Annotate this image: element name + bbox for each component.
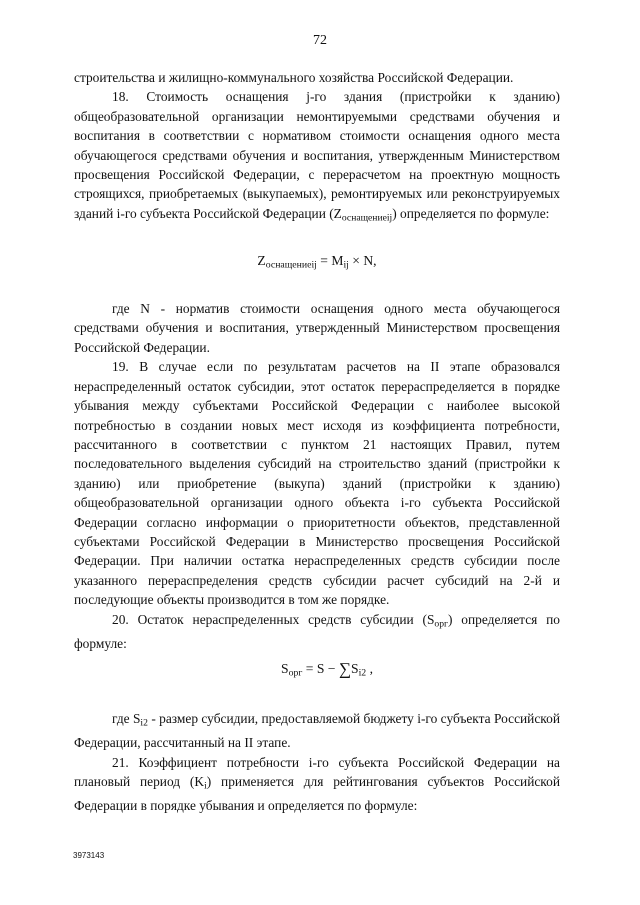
paragraph-text: 19. В случае если по результатам расчетов на II этапе образовался нераспределенный остаток субсидии, этот остаток перераспределяется в порядке убывания между субъектами Российской Федерации с наиболее высокой потребностью в создании новых мест исходя из коэффициента потребности, рассчитанного в соответствии с пунктом 21 настоящих Правил, путем последовательного выделения субсидий на строительство зданий (пристройки к зданию) или приобретение (выкупа) зданий (пристройки к зданию) общеобразовательной организации одного объекта i-го субъекта Российской Федерации согласно информации о приоритетности объектов, представленной субъектами Российской Федерации в Министерство просвещения Российской Федерации. При наличии остатка нераспределенных средств субсидии после указанного перераспределения средств субсидии расчет субсидий на 2-й и последующие объекты производится в том же порядке. bbox=[74, 359, 560, 608]
sum-icon: ∑ bbox=[338, 659, 351, 679]
paragraph-20 bbox=[74, 610, 560, 654]
paragraph-text: 18. Стоимость оснащения j-го здания (пристройки к зданию) общеобразовательной организации немонтируемыми средствами обучения и воспитания в соответствии с нормативом стоимости оснащения одного места обучающегося средствами обучения и воспитания, утвержденным Министерством просвещения Российской Федерации, с перерасчетом на проектную мощность строящихся, приобретаемых (выкупаемых), ремонтируемых или реконструируемых зданий i-го субъекта Российской Федерации (Z bbox=[74, 89, 560, 221]
paragraph-text: где S bbox=[112, 711, 141, 727]
paragraph-text: где N - норматив стоимости оснащения одного места обучающегося средствами обучения и воспитания, утвержденный Министерством просвещения Российской Федерации. bbox=[74, 301, 560, 355]
formula-symbol: S bbox=[281, 661, 289, 677]
document-code: 3973143 bbox=[73, 851, 105, 860]
paragraph-19 bbox=[74, 357, 560, 609]
paragraph-where-si2 bbox=[74, 709, 560, 753]
formula-subscript: оснащениеij bbox=[265, 259, 317, 271]
paragraph-text: строительства и жилищно-коммунального хозяйства Российской Федерации. bbox=[74, 70, 514, 85]
subscript: орг bbox=[434, 618, 448, 630]
paragraph-text: 20. Остаток нераспределенных средств субсидии (S bbox=[112, 611, 435, 627]
formula-subscript: орг bbox=[288, 667, 303, 679]
paragraph-text: ) применяется для рейтингования субъектов Российской Федерации в порядке убывания и определяется по формуле: bbox=[74, 774, 560, 814]
page-number: 72 bbox=[313, 33, 327, 48]
formula-subscript: ij bbox=[343, 259, 349, 271]
formula-equipment-cost bbox=[74, 251, 560, 275]
formula-subscript: i2 bbox=[358, 667, 367, 679]
document-body bbox=[74, 68, 560, 816]
formula-symbol: = M bbox=[316, 252, 344, 268]
paragraph-text: ) определяется по формуле: bbox=[74, 611, 561, 651]
formula-remainder bbox=[74, 659, 560, 683]
paragraph-18 bbox=[74, 87, 560, 228]
paragraph-21 bbox=[74, 753, 560, 816]
paragraph-text: 21. Коэффициент потребности i-го субъекта Российской Федерации на плановый период (K bbox=[74, 754, 560, 790]
paragraph-text: ) определяется по формуле: bbox=[392, 205, 550, 221]
paragraph-text: - размер субсидии, предоставляемой бюджету i-го субъекта Российской Федерации, рассчитанный на II этапе. bbox=[74, 711, 560, 751]
formula-symbol: = S − bbox=[302, 661, 339, 677]
subscript: i2 bbox=[140, 717, 148, 729]
formula-symbol: Z bbox=[257, 252, 266, 268]
subscript: оснащениеij bbox=[341, 212, 393, 224]
paragraph-continuation bbox=[74, 68, 560, 87]
formula-symbol: × N, bbox=[348, 252, 377, 268]
subscript: i bbox=[204, 780, 207, 792]
paragraph-where-n bbox=[74, 299, 560, 357]
formula-symbol: S bbox=[351, 661, 359, 677]
formula-symbol: , bbox=[366, 661, 373, 677]
